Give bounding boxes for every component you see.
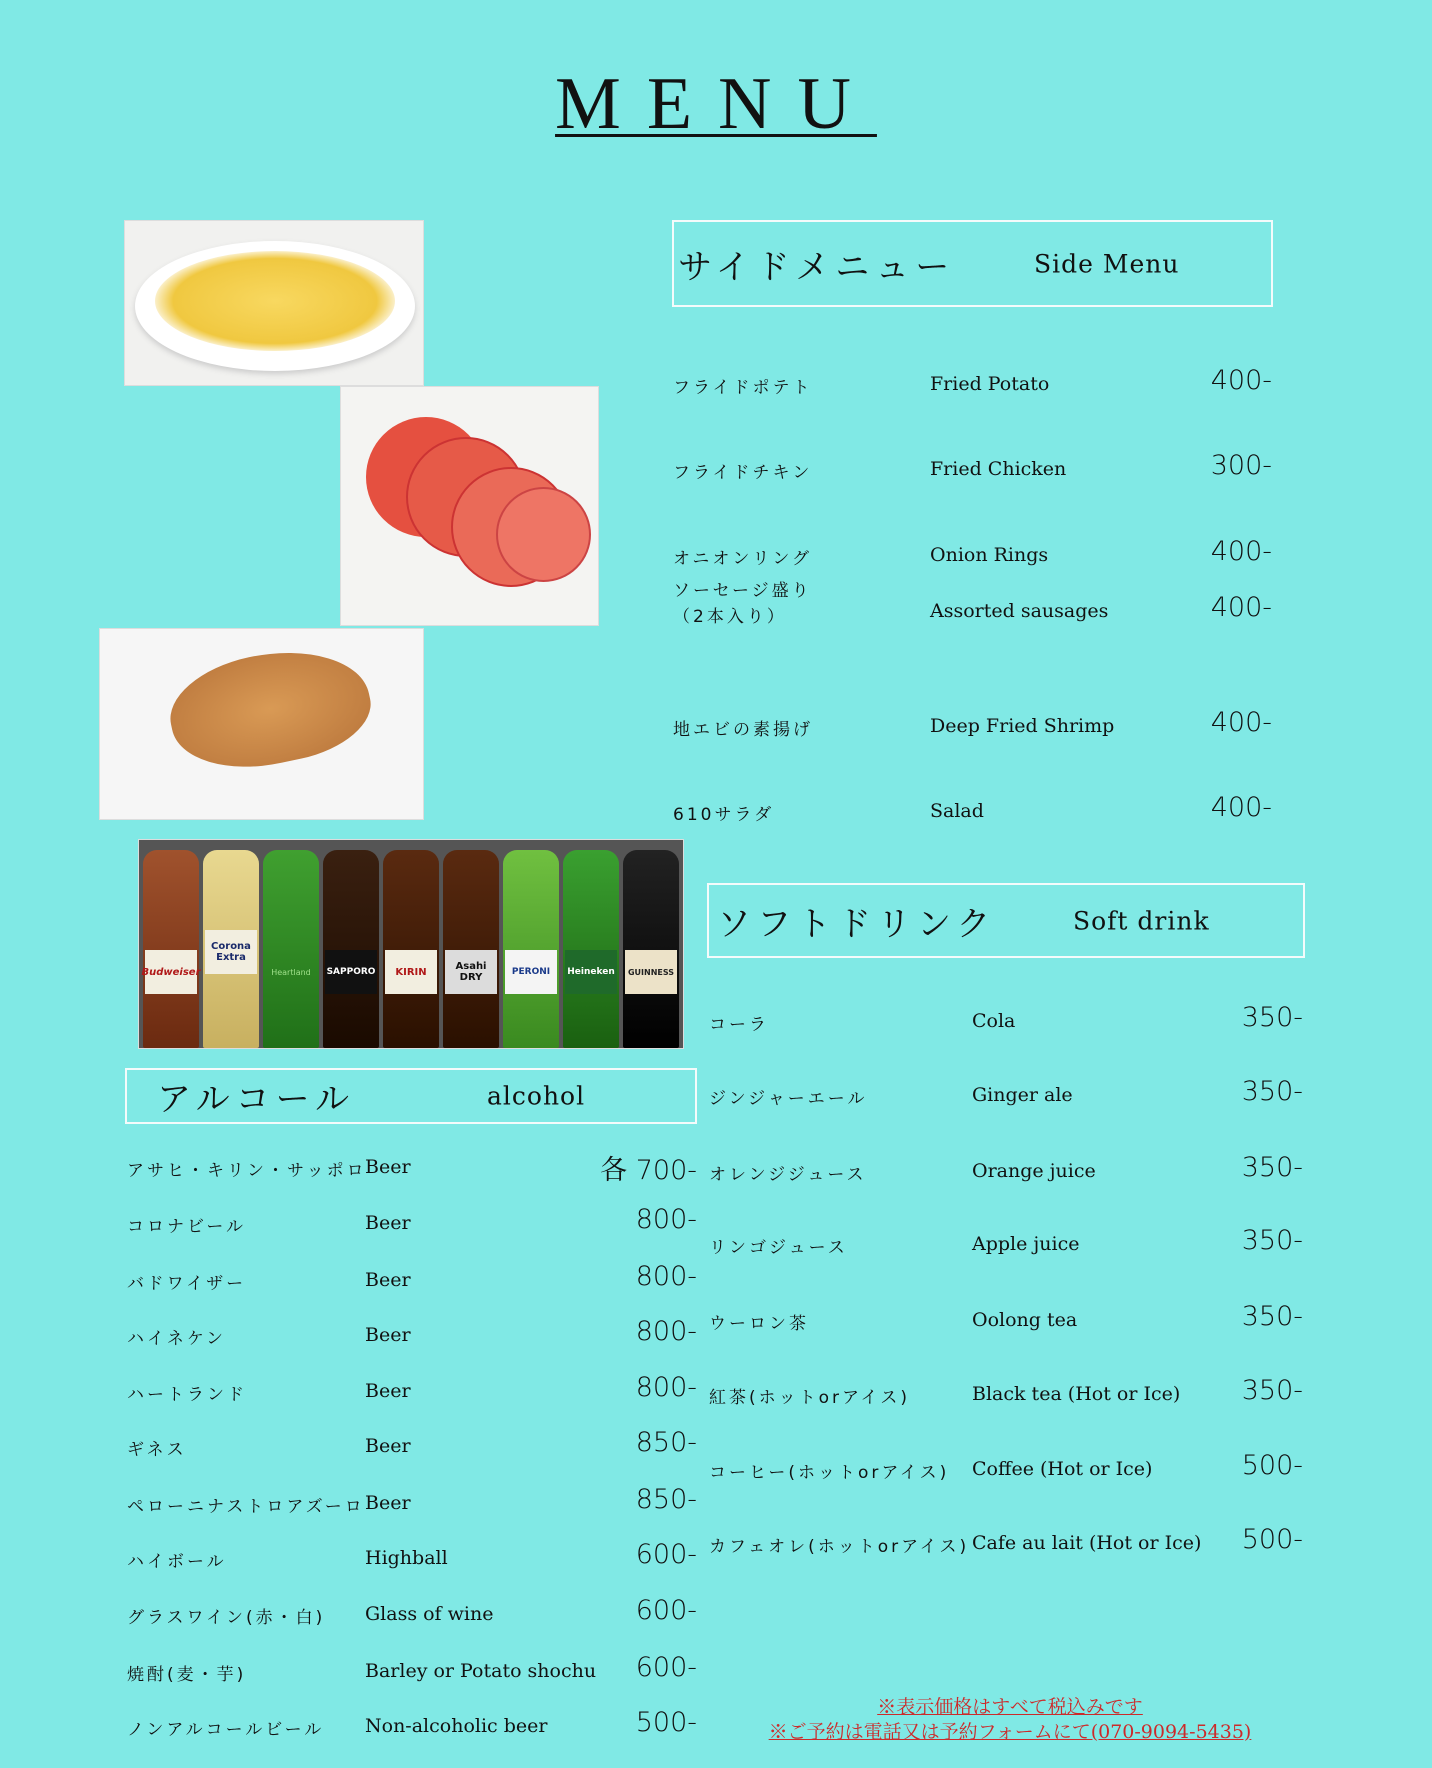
item-name-en: Assorted sausages: [930, 600, 1109, 622]
item-price: 600-: [635, 1652, 697, 1683]
sapporo-bottle: [323, 850, 379, 1048]
soft-drink-header: [707, 883, 1305, 958]
item-name-jp: ハートランド: [127, 1385, 247, 1405]
item-name-en: Beer: [365, 1324, 411, 1346]
soft-menu-item: [709, 1301, 1303, 1339]
item-price: 850-: [635, 1484, 697, 1515]
guinness-bottle: [623, 850, 679, 1048]
side-menu-title-jp: サイドメニュー: [678, 247, 956, 287]
item-price: 800-: [635, 1204, 697, 1235]
item-name-en: Fried Chicken: [930, 458, 1067, 480]
item-name-jp: バドワイザー: [127, 1274, 247, 1294]
fried-potato-photo: [124, 220, 424, 386]
bottle-label: SAPPORO: [325, 950, 377, 994]
item-name-en: Cola: [972, 1010, 1016, 1032]
soft-menu-item: [709, 1002, 1303, 1040]
heineken-bottle: [563, 850, 619, 1048]
bottle-label: KIRIN: [385, 950, 437, 994]
item-price: 400-: [1210, 707, 1272, 738]
alcohol-menu-item: [127, 1652, 697, 1690]
item-price: 350-: [1241, 1002, 1303, 1033]
bottle-label: Asahi DRY: [445, 950, 497, 994]
item-price: 350-: [1241, 1152, 1303, 1183]
bottle-label: Corona Extra: [205, 930, 257, 974]
beer-bottles-photo: [138, 839, 684, 1049]
item-name-jp: ペローニナストロアズーロ: [127, 1497, 365, 1517]
item-name-en: Highball: [365, 1547, 448, 1569]
side-menu-item: [673, 365, 1272, 403]
item-name-en: Beer: [365, 1435, 411, 1457]
soft-drink-title-jp: ソフトドリンク: [717, 904, 997, 944]
alcohol-menu-item: [127, 1372, 697, 1410]
item-name-jp: ジンジャーエール: [709, 1089, 868, 1109]
alcohol-menu-item: [127, 1595, 697, 1633]
item-name-en: Apple juice: [972, 1233, 1080, 1255]
item-price: 800-: [635, 1372, 697, 1403]
item-price: 500-: [635, 1707, 697, 1738]
item-name-en: Non-alcoholic beer: [365, 1715, 548, 1737]
item-name-jp: 地エビの素揚げ: [673, 720, 813, 740]
side-menu-item: [673, 707, 1272, 745]
item-price: 300-: [1210, 450, 1272, 481]
reservation-note: ※ご予約は電話又は予約フォームにて(070-9094-5435): [768, 1721, 1252, 1743]
item-price: 400-: [1210, 592, 1272, 623]
item-price: 400-: [1210, 792, 1272, 823]
item-price: 各 700-: [600, 1155, 697, 1186]
item-name-jp: ソーセージ盛り （2本入り）: [673, 581, 812, 627]
item-price: 350-: [1241, 1301, 1303, 1332]
item-name-jp: 焼酎(麦・芋): [127, 1665, 247, 1685]
side-menu-title-en: Side Menu: [1034, 249, 1180, 278]
item-name-jp: ハイボール: [127, 1552, 227, 1572]
soft-menu-item: [709, 1524, 1303, 1562]
bottle-label: Budweiser: [145, 950, 197, 994]
alcohol-title-en: alcohol: [487, 1081, 586, 1111]
item-price: 600-: [635, 1539, 697, 1570]
heartland-bottle: [263, 850, 319, 1048]
item-price: 350-: [1241, 1225, 1303, 1256]
soft-menu-item: [709, 1225, 1303, 1263]
tax-included-note: ※表示価格はすべて税込みです: [877, 1696, 1143, 1718]
alcohol-menu-item: [127, 1539, 697, 1577]
item-price: 400-: [1210, 365, 1272, 396]
item-name-jp: ウーロン茶: [709, 1314, 809, 1334]
soft-menu-item: [709, 1152, 1303, 1190]
alcohol-menu-item: [127, 1316, 697, 1354]
item-name-jp: フライドポテト: [673, 378, 813, 398]
alcohol-menu-item: [127, 1707, 697, 1745]
side-menu-header: [672, 220, 1273, 307]
item-name-jp: ハイネケン: [127, 1329, 226, 1349]
item-name-jp: 610サラダ: [673, 805, 775, 825]
item-name-en: Beer: [365, 1156, 411, 1178]
item-name-en: Beer: [365, 1380, 411, 1402]
item-name-en: Orange juice: [972, 1160, 1096, 1182]
item-name-jp: フライドチキン: [673, 463, 813, 483]
item-name-en: Beer: [365, 1212, 411, 1234]
alcohol-menu-item: [127, 1427, 697, 1465]
item-name-jp: ノンアルコールビール: [127, 1720, 325, 1740]
bottle-label: Heineken: [565, 950, 617, 994]
item-name-jp: カフェオレ(ホットorアイス): [709, 1537, 970, 1557]
item-name-en: Onion Rings: [930, 544, 1049, 566]
item-name-jp: コーラ: [709, 1015, 769, 1035]
item-price: 500-: [1241, 1450, 1303, 1481]
soft-menu-item: [709, 1450, 1303, 1488]
item-price: 600-: [635, 1595, 697, 1626]
item-name-en: Glass of wine: [365, 1603, 494, 1625]
item-name-en: Coffee (Hot or Ice): [972, 1458, 1153, 1480]
item-name-en: Cafe au lait (Hot or Ice): [972, 1532, 1202, 1554]
side-menu-item: [673, 792, 1272, 830]
soft-menu-item: [709, 1076, 1303, 1114]
item-price: 850-: [635, 1427, 697, 1458]
item-name-en: Oolong tea: [972, 1309, 1078, 1331]
item-price: 350-: [1241, 1375, 1303, 1406]
budweiser-bottle: [143, 850, 199, 1048]
item-name-en: Beer: [365, 1492, 411, 1514]
corona-bottle: [203, 850, 259, 1048]
soft-drink-title-en: Soft drink: [1073, 906, 1210, 935]
alcohol-menu-item: [127, 1204, 697, 1242]
peroni-bottle: [503, 850, 559, 1048]
item-name-en: Ginger ale: [972, 1084, 1073, 1106]
item-name-jp: コーヒー(ホットorアイス): [709, 1463, 950, 1483]
alcohol-menu-item: [127, 1156, 697, 1186]
item-price: 400-: [1210, 536, 1272, 567]
item-price: 350-: [1241, 1076, 1303, 1107]
alcohol-menu-item: [127, 1261, 697, 1299]
side-menu-item: [673, 581, 1272, 630]
item-name-jp: アサヒ・キリン・サッポロ: [127, 1161, 367, 1181]
item-price: 800-: [635, 1261, 697, 1292]
item-price: 500-: [1241, 1524, 1303, 1555]
bottle-label: PERONI: [505, 950, 557, 994]
item-name-en: Black tea (Hot or Ice): [972, 1383, 1181, 1405]
bottle-label: GUINNESS: [625, 950, 677, 994]
item-name-jp: リンゴジュース: [709, 1238, 848, 1258]
alcohol-menu-item: [127, 1484, 697, 1522]
alcohol-header: [125, 1068, 697, 1124]
menu-title: MENU: [555, 63, 877, 145]
alcohol-title-jp: アルコール: [157, 1079, 355, 1120]
item-name-jp: オニオンリング: [673, 549, 812, 569]
item-name-jp: オレンジジュース: [709, 1165, 867, 1185]
item-name-en: Beer: [365, 1269, 411, 1291]
item-name-en: Salad: [930, 800, 984, 822]
soft-menu-item: [709, 1375, 1303, 1413]
side-menu-item: [673, 450, 1272, 488]
fried-chicken-photo: [99, 628, 424, 820]
item-name-jp: 紅茶(ホットorアイス): [709, 1388, 910, 1408]
bottle-label: Heartland: [271, 967, 311, 977]
asahi-bottle: [443, 850, 499, 1048]
item-name-jp: ギネス: [127, 1440, 187, 1460]
item-name-en: Deep Fried Shrimp: [930, 715, 1115, 737]
side-menu-item: [673, 536, 1272, 574]
item-name-jp: グラスワイン(赤・白): [127, 1608, 326, 1628]
item-price: 800-: [635, 1316, 697, 1347]
item-name-jp: コロナビール: [127, 1217, 246, 1237]
kirin-bottle: [383, 850, 439, 1048]
item-name-en: Fried Potato: [930, 373, 1050, 395]
tomato-photo: [340, 386, 599, 626]
item-name-en: Barley or Potato shochu: [365, 1660, 597, 1682]
